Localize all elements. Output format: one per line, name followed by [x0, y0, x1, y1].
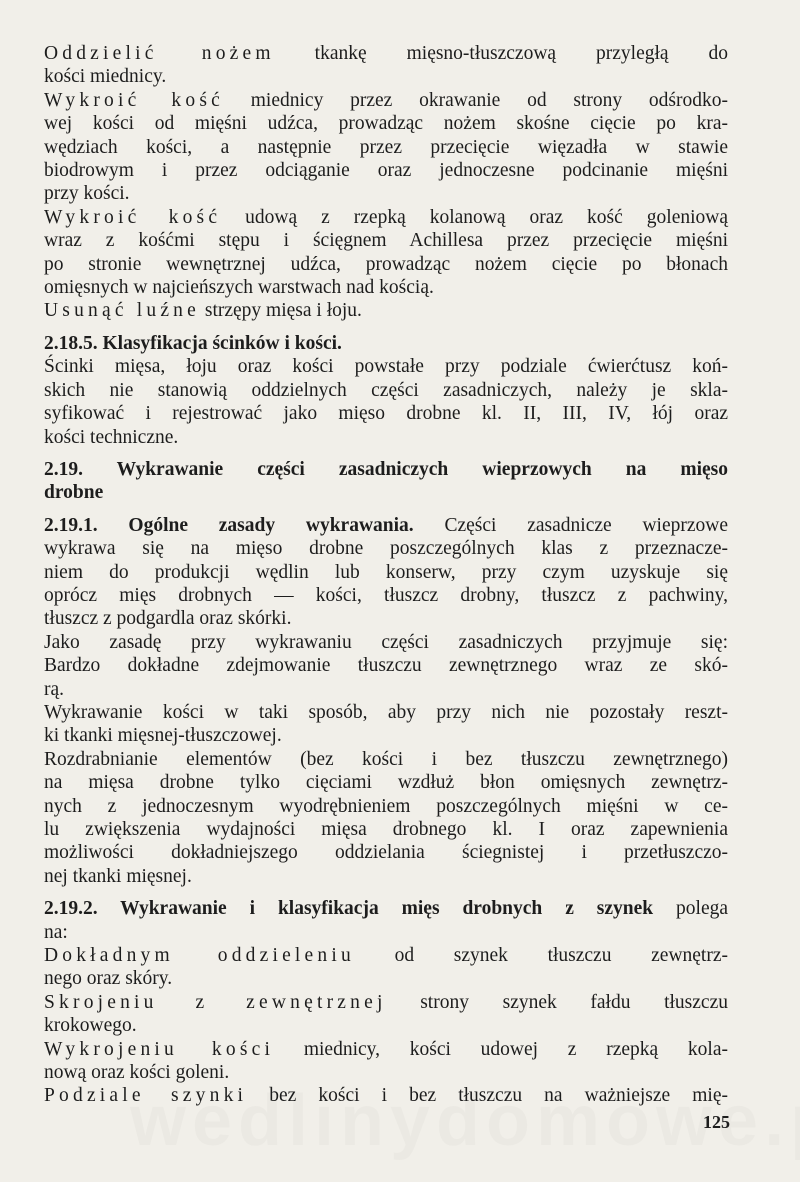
text-line: 2.19.1. Ogólne zasady wykrawania. Części zasadnicze wieprzowe	[44, 514, 728, 536]
text-line: krokowego.	[44, 1015, 137, 1037]
text-line: nych z jednoczesnym wyodrębnieniem poszczególnych mięśni w ce-	[44, 795, 728, 817]
subsection-heading: 2.19.1. Ogólne zasady wykrawania.	[44, 514, 414, 536]
text-line: Rozdrabnianie elementów (bez kości i bez tłuszczu zewnętrznego)	[44, 748, 728, 770]
text-line: Skrojeniu z zewnętrznej strony szynek fałdu tłuszczu	[44, 991, 728, 1013]
section-heading: 2.18.5. Klasyfikacja ścinków i kości.	[44, 332, 342, 354]
text-line: oprócz mięs drobnych — kości, tłuszcz drobny, tłuszcz z pachwiny,	[44, 584, 728, 606]
text-line: 2.19.2. Wykrawanie i klasyfikacja mięs drobnych z szynek polega	[44, 898, 728, 920]
text-line: skich nie stanowią oddzielnych części zasadniczych, należy je skla-	[44, 379, 728, 401]
text-line: lu zwiększenia wydajności mięsa drobnego kl. I oraz zapewnienia	[44, 819, 728, 840]
text-line: Podziale szynki bez kości i bez tłuszczu na ważniejsze mię-	[44, 1085, 728, 1107]
text-line: nego oraz skóry.	[44, 968, 173, 990]
text-line: przy kości.	[44, 183, 130, 205]
text-line: na:	[44, 921, 68, 943]
text-line: syfikować i rejestrować jako mięso drobne kl. II, III, IV, łój oraz	[44, 403, 728, 425]
text-line: niem do produkcji wędlin lub konserw, przy czym uzyskuje się	[44, 561, 728, 583]
text-line: Wykrojeniu kości miednicy, kości udowej z rzepką kola-	[44, 1038, 728, 1060]
text-line: ki tkanki mięsnej-tłuszczowej.	[44, 725, 282, 747]
text-line: Wykroić kość miednicy przez okrawanie od strony odśrodko-	[44, 89, 728, 111]
section-heading: 2.19. Wykrawanie części zasadniczych wieprzowych na mięso	[44, 458, 728, 480]
text-line: kości techniczne.	[44, 426, 179, 448]
text-line: kości miednicy.	[44, 66, 167, 88]
text-line: Wykroić kość udową z rzepką kolanową oraz kość goleniową	[44, 206, 729, 228]
text-line: po stronie wewnętrznej udźca, prowadząc nożem cięcie po błonach	[44, 253, 728, 275]
page-number: 125	[703, 1112, 730, 1132]
text-line: biodrowym i przez odciąganie oraz jednoczesne podcinanie mięśni	[44, 160, 728, 182]
text-line: wykrawa się na mięso drobne poszczególnych klas z przeznacze-	[44, 538, 728, 560]
text-line: Bardzo dokładne zdejmowanie tłuszczu zewnętrznego wraz ze skó-	[44, 655, 728, 677]
text-line: omięsnych w najcieńszych warstwach nad kością.	[44, 277, 434, 299]
text-line: wej kości od mięśni udźca, prowadząc nożem skośne cięcie po kra-	[44, 113, 728, 135]
text-line: możliwości dokładniejszego oddzielania ściegnistej i przetłuszczo-	[44, 842, 728, 864]
subsection-heading: 2.19.2. Wykrawanie i klasyfikacja mięs drobnych z szynek	[44, 898, 654, 920]
text-line: rą.	[44, 678, 65, 700]
document-page	[44, 42, 728, 1108]
text-line: nową oraz kości goleni.	[44, 1062, 230, 1084]
text-line: Jako zasadę przy wykrawaniu części zasadniczych przyjmuje się:	[44, 631, 728, 653]
text-line: Wykrawanie kości w taki sposób, aby przy nich nie pozostały reszt-	[44, 701, 728, 723]
text-line: Dokładnym oddzieleniu od szynek tłuszczu zewnętrz-	[44, 945, 728, 967]
text-line: Usunąć luźne strzępy mięsa i łoju.	[44, 300, 362, 322]
text-line: Ścinki mięsa, łoju oraz kości powstałe przy podziale ćwierćtusz koń-	[44, 356, 728, 378]
text-line: wędziach kości, a następnie przez przecięcie więzadła w stawie	[44, 136, 728, 158]
text-line: nej tkanki mięsnej.	[44, 865, 192, 887]
text-line: Oddzielić nożem tkankę mięsno-tłuszczową przyległą do	[44, 43, 728, 64]
text-line: tłuszcz z podgardla oraz skórki.	[44, 608, 292, 630]
section-heading: drobne	[44, 482, 104, 504]
text-line: wraz z kośćmi stępu i ścięgnem Achillesa przez przecięcie mięśni	[44, 230, 728, 252]
text-line: na mięsa drobne tylko cięciami wzdłuż błon omięsnych zewnętrz-	[44, 772, 728, 794]
